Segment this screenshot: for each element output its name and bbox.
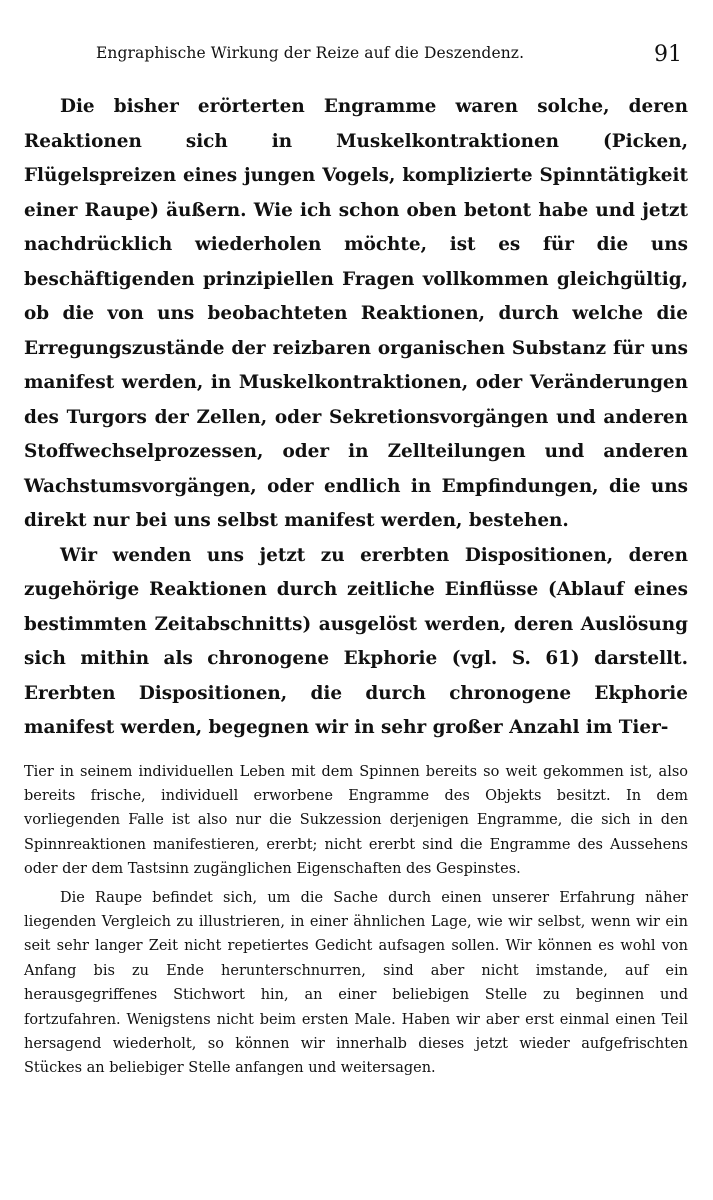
footnote-paragraph: Tier in seinem individuellen Leben mit dem Spinnen bereits so weit gekommen ist, also bereits frische, individuell erworbene Engramme des Objekts besitzt. In dem vorliegenden Falle ist also nur die Sukzession derjenigen Engramme, die sich in den Spinnreaktionen manifestieren, ererbt; nicht ererbt sind die Engramme des Aussehens oder der dem Tastsinn zugänglichen Eigenschaften des Gespinstes. — [24, 763, 688, 878]
book-page — [24, 40, 688, 1081]
running-head — [24, 40, 688, 80]
main-paragraph: Wir wenden uns jetzt zu ererbten Dispositionen, deren zugehörige Reaktionen durch zeitliche Einflüsse (Ablauf eines bestimmten Zeitabschnitts) ausgelöst werden, deren Auslösung sich mithin als chronogene Ekphorie (vgl. S. 61) darstellt. Ererbten Dispositionen, die durch chronogene Ekphorie manifest werden, begegnen wir in sehr großer Anzahl im Tier- — [24, 544, 688, 738]
main-text — [24, 90, 688, 746]
footnote — [24, 760, 688, 1081]
main-paragraph: Die bisher erörterten Engramme waren solche, deren Reaktionen sich in Muskelkontraktionen (Picken, Flügelspreizen eines jungen Vogels, komplizierte Spinntätigkeit einer Raupe) äußern. Wie ich schon oben betont habe und jetzt nachdrücklich wiederholen möchte, ist es für die uns beschäftigenden prinzipiellen Fragen vollkommen gleichgültig, ob die von uns beobachteten Reaktionen, durch welche die Erregungszustände der reizbaren organischen Substanz für uns manifest werden, in Muskelkontraktionen, oder Veränderungen des Turgors der Zellen, oder Sekretionsvorgängen und anderen Stoffwechselprozessen, oder in Zellteilungen und anderen Wachstumsvorgängen, oder endlich in Empfindungen, die uns direkt nur bei uns selbst manifest werden, bestehen. — [24, 96, 688, 531]
running-title: Engraphische Wirkung der Reize auf die Deszendenz. — [96, 44, 525, 62]
page-number: 91 — [654, 42, 682, 67]
footnote-paragraph: Die Raupe befindet sich, um die Sache durch einen unserer Erfahrung näher liegenden Vergleich zu illustrieren, in einer ähnlichen Lage, wie wir selbst, wenn wir ein seit sehr langer Zeit nicht repetiertes Gedicht aufsagen sollen. Wir können es wohl von Anfang bis zu Ende herunterschnurren, sind aber nicht imstande, auf ein herausgegriffenes Stichwort hin, an einer beliebigen Stelle zu beginnen und fortzufahren. Wenigstens nicht beim ersten Male. Haben wir aber erst einmal einen Teil hersagend wiederholt, so können wir innerhalb dieses jetzt wieder aufgefrischten Stückes an beliebiger Stelle anfangen und weitersagen. — [24, 889, 688, 1077]
